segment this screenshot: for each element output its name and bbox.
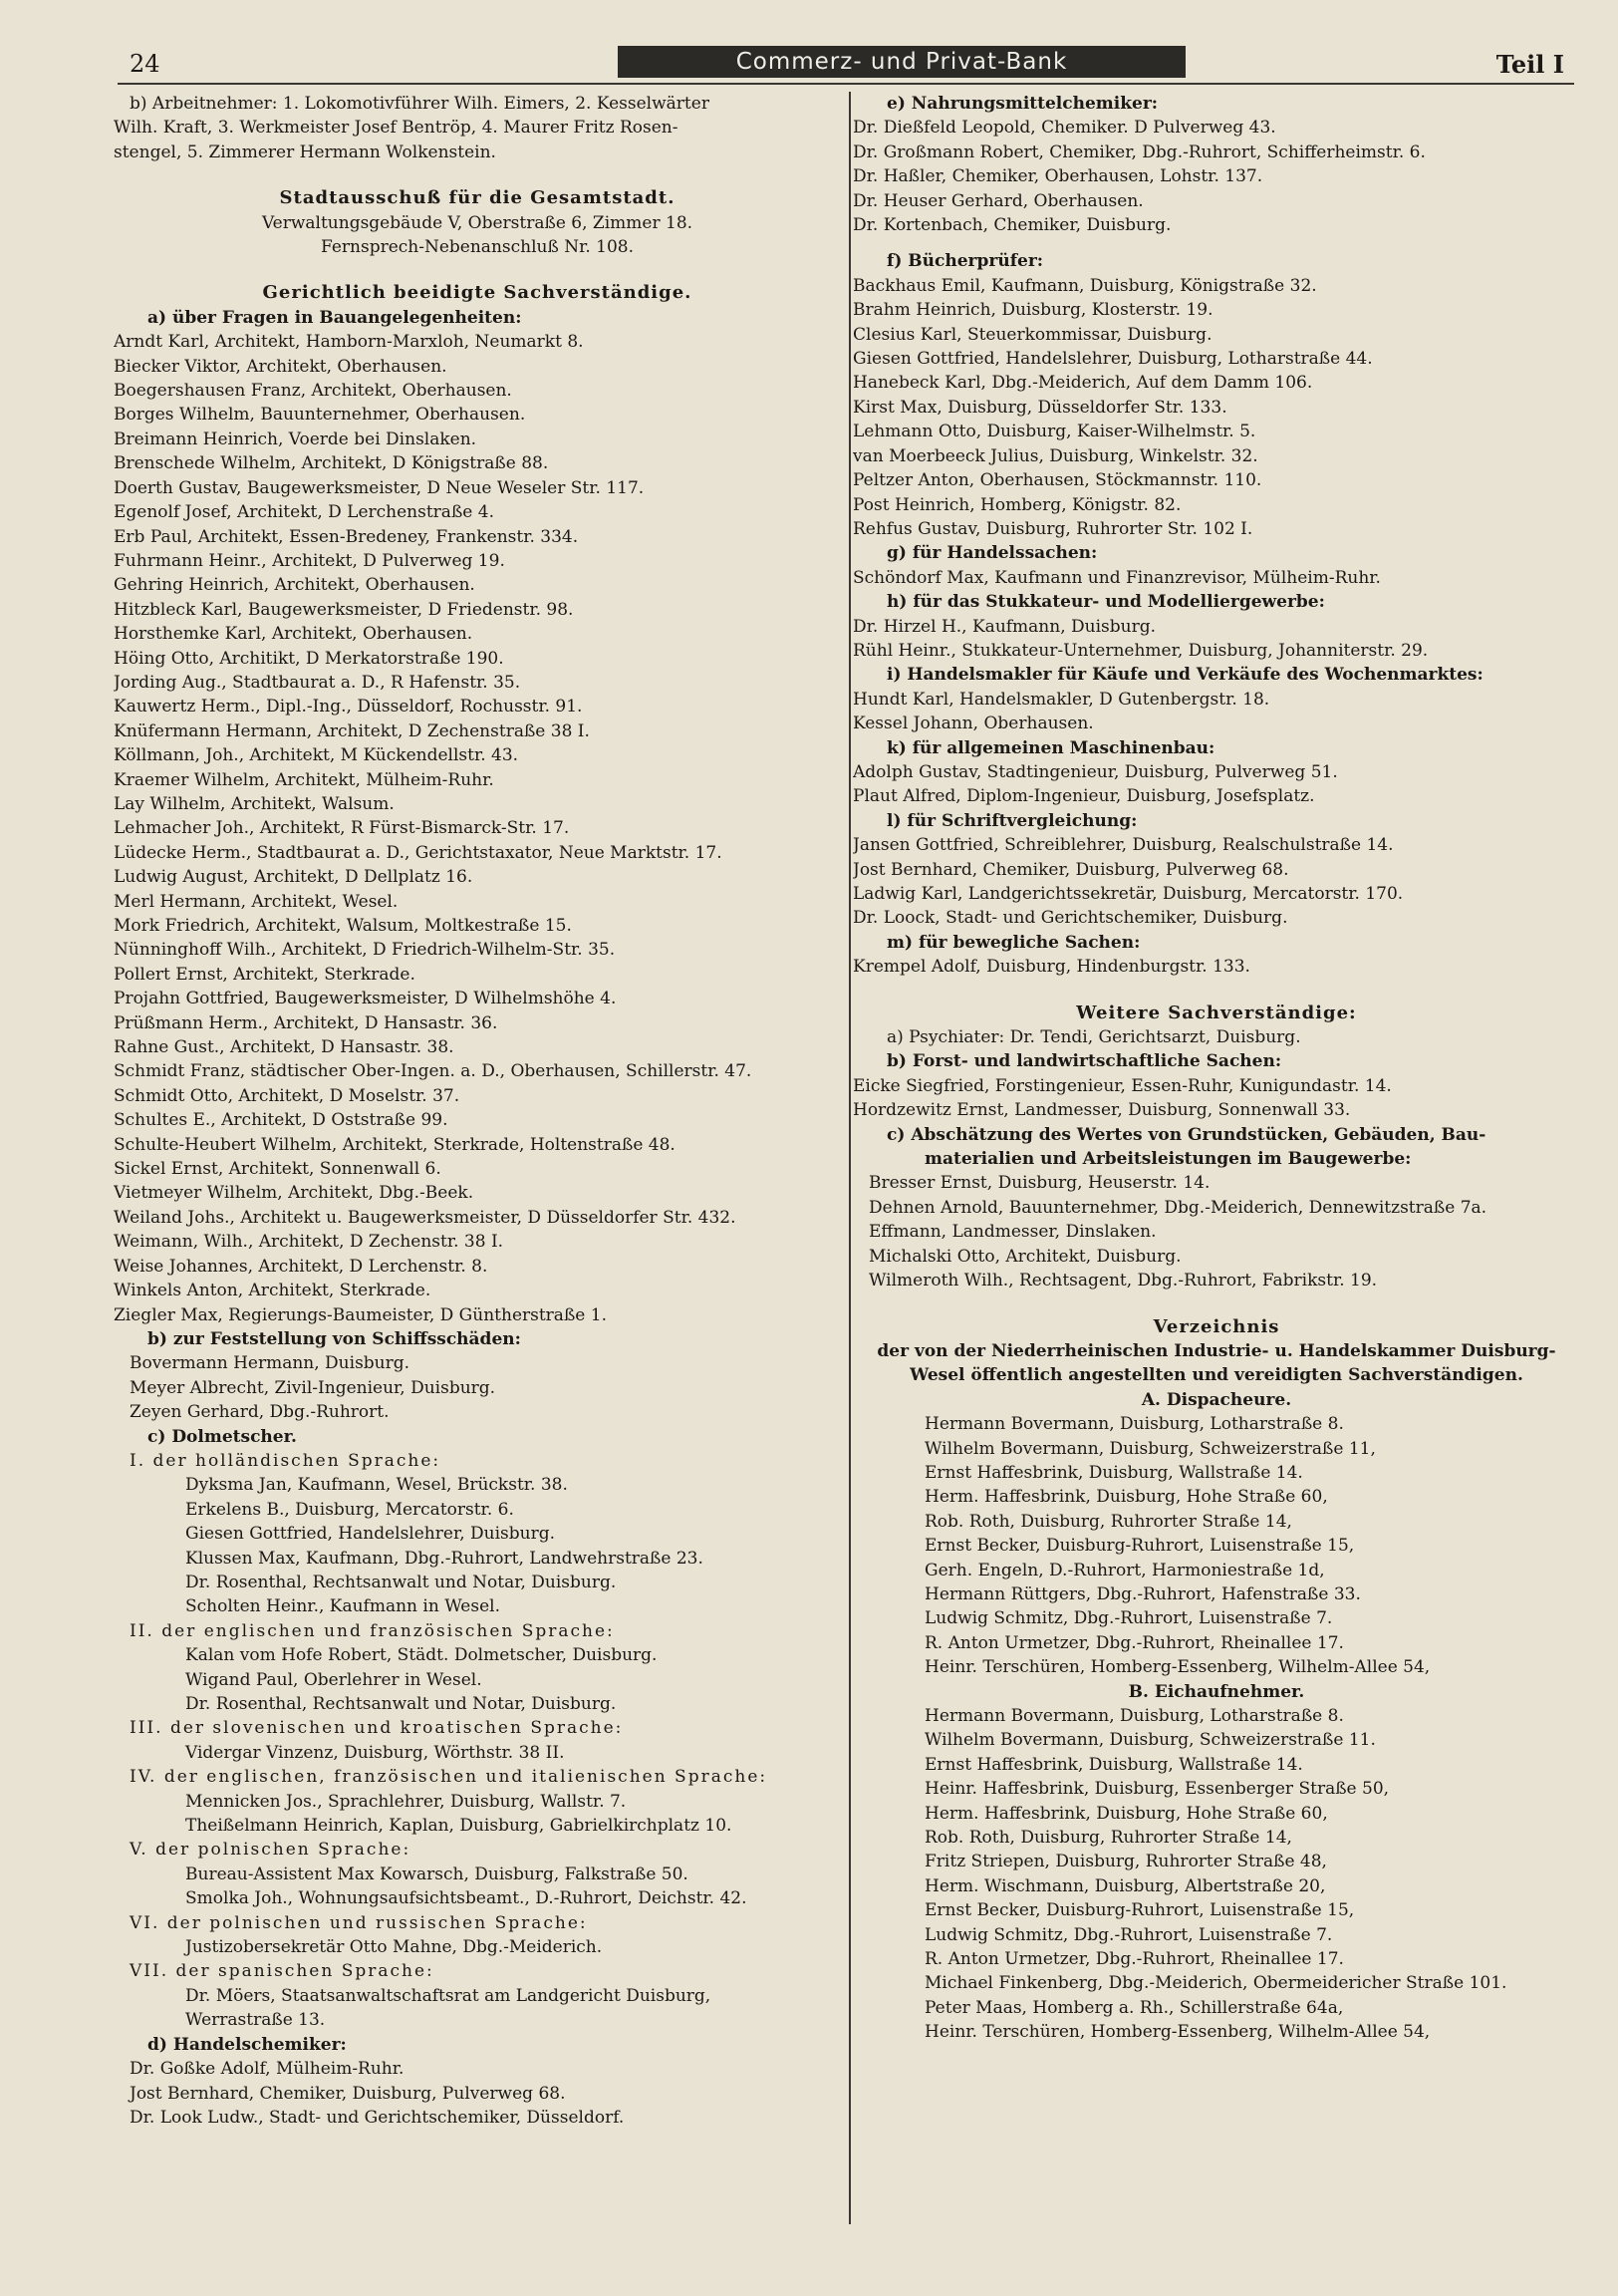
text-line: l) für Schriftvergleichung: <box>887 810 1138 831</box>
text-line: Adolph Gustav, Stadtingenieur, Duisburg, Pulverweg 51. <box>853 761 1338 782</box>
text-line: a) Psychiater: Dr. Tendi, Gerichtsarzt, Duisburg. <box>887 1027 1301 1048</box>
text-line: Wilh. Kraft, 3. Werkmeister Josef Bentröp, 4. Maurer Fritz Rosen- <box>114 118 678 139</box>
spacer <box>114 164 841 186</box>
text-line: Heinr. Terschüren, Homberg-Essenberg, Wilhelm-Allee 54, <box>925 1657 1431 1678</box>
text-line: materialien und Arbeitsleistungen im Baugewerbe: <box>925 1149 1412 1170</box>
right-column <box>853 92 1580 2224</box>
text-line: d) Handelschemiker: <box>147 2034 347 2055</box>
text-line: Weimann, Wilh., Architekt, D Zechenstr. 38 I. <box>114 1232 504 1253</box>
text-line: Brahm Heinrich, Duisburg, Klosterstr. 19. <box>853 300 1214 321</box>
text-line: Fritz Striepen, Duisburg, Ruhrorter Straße 48, <box>925 1852 1327 1872</box>
text-line: B. Eichaufnehmer. <box>1128 1681 1305 1702</box>
text-line: Hitzbleck Karl, Baugewerksmeister, D Friedenstr. 98. <box>114 599 574 620</box>
text-line: Dr. Rosenthal, Rechtsanwalt und Notar, Duisburg. <box>185 1572 617 1592</box>
text-line: Dr. Loock, Stadt- und Gerichtschemiker, Duisburg. <box>853 908 1288 929</box>
text-line: c) Abschätzung des Wertes von Grundstücken, Gebäuden, Bau- <box>887 1124 1486 1145</box>
text-line: R. Anton Urmetzer, Dbg.-Ruhrort, Rheinallee 17. <box>925 1949 1344 1970</box>
text-line: VI. der polnischen und russischen Sprache: <box>130 1912 588 1933</box>
text-line: Schmidt Franz, städtischer Ober-Ingen. a. D., Oberhausen, Schillerstr. 47. <box>114 1061 752 1082</box>
text-line: Wilhelm Bovermann, Duisburg, Schweizerstraße 11, <box>925 1438 1376 1459</box>
text-line: Plaut Alfred, Diplom-Ingenieur, Duisburg, Josefsplatz. <box>853 786 1315 807</box>
text-line: der von der Niederrheinischen Industrie- u. Handelskammer Duisburg- <box>877 1340 1556 1361</box>
text-line: b) zur Feststellung von Schiffsschäden: <box>147 1328 521 1349</box>
spacer <box>853 980 1580 1002</box>
text-line: Boegershausen Franz, Architekt, Oberhausen. <box>114 381 512 402</box>
text-line: Backhaus Emil, Kaufmann, Duisburg, Königstraße 32. <box>853 275 1317 296</box>
text-line: Sickel Ernst, Architekt, Sonnenwall 6. <box>114 1159 441 1180</box>
text-line: Dr. Hirzel H., Kaufmann, Duisburg. <box>853 616 1156 637</box>
text-line: Herm. Haffesbrink, Duisburg, Hohe Straße 60, <box>925 1803 1328 1824</box>
text-line: Michael Finkenberg, Dbg.-Meiderich, Obermeidericher Straße 101. <box>925 1973 1507 1994</box>
text-line: Clesius Karl, Steuerkommissar, Duisburg. <box>853 324 1213 345</box>
text-line: Lüdecke Herm., Stadtbaurat a. D., Gerichtstaxator, Neue Marktstr. 17. <box>114 842 722 863</box>
text-line: Mennicken Jos., Sprachlehrer, Duisburg, Wallstr. 7. <box>185 1791 627 1812</box>
text-line: e) Nahrungsmittelchemiker: <box>887 94 1159 114</box>
text-line: Lehmacher Joh., Architekt, R Fürst-Bismarck-Str. 17. <box>114 818 570 839</box>
text-line: g) für Handelssachen: <box>887 543 1098 564</box>
text-line: Projahn Gottfried, Baugewerksmeister, D Wilhelmshöhe 4. <box>114 989 617 1009</box>
text-line: c) Dolmetscher. <box>147 1426 297 1447</box>
text-line: Hanebeck Karl, Dbg.-Meiderich, Auf dem Damm 106. <box>853 373 1313 394</box>
text-line: Stadtausschuß für die Gesamtstadt. <box>279 187 675 209</box>
text-line: Peter Maas, Homberg a. Rh., Schillerstraße 64a, <box>925 1997 1344 2018</box>
text-line: f) Bücherprüfer: <box>887 251 1044 272</box>
text-line: Zeyen Gerhard, Dbg.-Ruhrort. <box>130 1402 390 1423</box>
text-line: Fuhrmann Heinr., Architekt, D Pulverweg 19. <box>114 550 505 571</box>
page-number: 24 <box>130 50 160 78</box>
text-line: Effmann, Landmesser, Dinslaken. <box>869 1222 1157 1243</box>
text-line: Vidergar Vinzenz, Duisburg, Wörthstr. 38 II. <box>185 1742 565 1763</box>
text-line: Herm. Wischmann, Duisburg, Albertstraße 20, <box>925 1875 1326 1896</box>
text-line: Dr. Dießfeld Leopold, Chemiker. D Pulverweg 43. <box>853 118 1276 139</box>
text-line: b) Forst- und landwirtschaftliche Sachen: <box>887 1051 1282 1072</box>
text-line: Hermann Bovermann, Duisburg, Lotharstraße 8. <box>925 1706 1344 1726</box>
text-line: Breimann Heinrich, Voerde bei Dinslaken. <box>114 429 477 449</box>
text-line: Egenolf Josef, Architekt, D Lerchenstraße 4. <box>114 502 494 523</box>
text-line: Krempel Adolf, Duisburg, Hindenburgstr. 133. <box>853 957 1250 978</box>
text-line: Kraemer Wilhelm, Architekt, Mülheim-Ruhr. <box>114 769 494 790</box>
text-line: Prüßmann Herm., Architekt, D Hansastr. 36. <box>114 1012 498 1033</box>
text-line: Dr. Großmann Robert, Chemiker, Dbg.-Ruhrort, Schifferheimstr. 6. <box>853 142 1426 162</box>
text-line: h) für das Stukkateur- und Modelliergewerbe: <box>887 592 1325 613</box>
text-line: Werrastraße 13. <box>185 2010 326 2031</box>
text-line: Gerichtlich beeidigte Sachverständige. <box>262 282 692 304</box>
text-line: Post Heinrich, Homberg, Königstr. 82. <box>853 494 1182 515</box>
text-line: Ludwig Schmitz, Dbg.-Ruhrort, Luisenstraße 7. <box>925 1608 1333 1629</box>
text-line: Wilmeroth Wilh., Rechtsagent, Dbg.-Ruhrort, Fabrikstr. 19. <box>869 1271 1378 1292</box>
text-line: Eicke Siegfried, Forstingenieur, Essen-Ruhr, Kunigundastr. 14. <box>853 1075 1392 1096</box>
text-line: Schultes E., Architekt, D Oststraße 99. <box>114 1110 448 1131</box>
text-line: Smolka Joh., Wohnungsaufsichtsbeamt., D.-Ruhrort, Deichstr. 42. <box>185 1888 747 1909</box>
text-line: Schöndorf Max, Kaufmann und Finanzrevisor, Mülheim-Ruhr. <box>853 567 1381 588</box>
spacer <box>114 259 841 281</box>
text-line: Lay Wilhelm, Architekt, Walsum. <box>114 793 395 814</box>
text-line: I. der holländischen Sprache: <box>130 1450 441 1471</box>
text-line: Wilhelm Bovermann, Duisburg, Schweizerstraße 11. <box>925 1730 1376 1751</box>
spacer <box>853 1293 1580 1315</box>
text-line: Schulte-Heubert Wilhelm, Architekt, Sterkrade, Holtenstraße 48. <box>114 1134 675 1155</box>
column-divider <box>849 92 851 2224</box>
text-line: Lehmann Otto, Duisburg, Kaiser-Wilhelmstr. 5. <box>853 422 1256 442</box>
text-line: Rob. Roth, Duisburg, Ruhrorter Straße 14, <box>925 1511 1292 1532</box>
text-line: Jording Aug., Stadtbaurat a. D., R Hafenstr. 35. <box>114 672 521 693</box>
text-line: Herm. Haffesbrink, Duisburg, Hohe Straße 60, <box>925 1487 1328 1508</box>
text-line: stengel, 5. Zimmerer Hermann Wolkenstein. <box>114 142 496 162</box>
text-line: Horsthemke Karl, Architekt, Oberhausen. <box>114 624 473 645</box>
text-line: Wigand Paul, Oberlehrer in Wesel. <box>185 1669 482 1690</box>
text-line: Mork Friedrich, Architekt, Walsum, Moltkestraße 15. <box>114 916 572 936</box>
text-line: Dr. Goßke Adolf, Mülheim-Ruhr. <box>130 2059 404 2080</box>
text-line: Ziegler Max, Regierungs-Baumeister, D Güntherstraße 1. <box>114 1304 607 1325</box>
text-line: Biecker Viktor, Architekt, Oberhausen. <box>114 356 447 377</box>
text-line: VII. der spanischen Sprache: <box>130 1961 434 1982</box>
text-line: Doerth Gustav, Baugewerksmeister, D Neue Weseler Str. 117. <box>114 477 645 498</box>
text-line: Rob. Roth, Duisburg, Ruhrorter Straße 14, <box>925 1828 1292 1849</box>
text-line: Dr. Rosenthal, Rechtsanwalt und Notar, Duisburg. <box>185 1694 617 1714</box>
text-line: Kirst Max, Duisburg, Düsseldorfer Str. 133. <box>853 397 1227 418</box>
text-line: Jost Bernhard, Chemiker, Duisburg, Pulverweg 68. <box>130 2083 566 2104</box>
text-line: m) für bewegliche Sachen: <box>887 932 1141 953</box>
text-line: Giesen Gottfried, Handelslehrer, Duisburg, Lotharstraße 44. <box>853 349 1373 370</box>
text-line: a) über Fragen in Bauangelegenheiten: <box>147 307 522 328</box>
text-line: Verwaltungsgebäude V, Oberstraße 6, Zimmer 18. <box>261 212 693 233</box>
text-line: Verzeichnis <box>1153 1315 1280 1337</box>
text-line: Kessel Johann, Oberhausen. <box>853 714 1094 734</box>
page-header <box>130 44 1564 80</box>
spacer <box>853 237 1580 249</box>
text-line: Rehfus Gustav, Duisburg, Ruhrorter Str. 102 I. <box>853 518 1253 539</box>
text-line: Erb Paul, Architekt, Essen-Bredeney, Frankenstr. 334. <box>114 526 579 547</box>
text-line: V. der polnischen Sprache: <box>130 1840 411 1861</box>
text-line: Justizobersekretär Otto Mahne, Dbg.-Meiderich. <box>185 1937 603 1958</box>
text-line: Jansen Gottfried, Schreiblehrer, Duisburg, Realschulstraße 14. <box>853 835 1394 856</box>
text-line: Schmidt Otto, Architekt, D Moselstr. 37. <box>114 1085 460 1106</box>
text-line: Dr. Möers, Staatsanwaltschaftsrat am Landgericht Duisburg, <box>185 1985 711 2006</box>
text-line: Nünninghoff Wilh., Architekt, D Friedrich-Wilhelm-Str. 35. <box>114 940 616 961</box>
text-line: Dr. Heuser Gerhard, Oberhausen. <box>853 190 1144 211</box>
text-line: Dehnen Arnold, Bauunternehmer, Dbg.-Meiderich, Dennewitzstraße 7a. <box>869 1197 1487 1218</box>
text-line: Rühl Heinr., Stukkateur-Unternehmer, Duisburg, Johanniterstr. 29. <box>853 640 1429 661</box>
text-line: Dr. Look Ludw., Stadt- und Gerichtschemiker, Düsseldorf. <box>130 2107 625 2128</box>
running-header-banner: Commerz- und Privat-Bank <box>618 46 1186 78</box>
text-line: Ladwig Karl, Landgerichtssekretär, Duisburg, Mercatorstr. 170. <box>853 884 1404 904</box>
text-line: Borges Wilhelm, Bauunternehmer, Oberhausen. <box>114 405 526 426</box>
text-line: Wesel öffentlich angestellten und vereidigten Sachverständigen. <box>910 1365 1523 1386</box>
header-rule <box>118 83 1574 85</box>
text-line: Giesen Gottfried, Handelslehrer, Duisburg. <box>185 1524 555 1545</box>
text-line: Bresser Ernst, Duisburg, Heuserstr. 14. <box>869 1173 1211 1194</box>
text-line: Jost Bernhard, Chemiker, Duisburg, Pulverweg 68. <box>853 859 1289 880</box>
text-line: i) Handelsmakler für Käufe und Verkäufe des Wochenmarktes: <box>887 665 1483 686</box>
text-line: Knüfermann Hermann, Architekt, D Zechenstraße 38 I. <box>114 720 590 741</box>
section-label: Teil I <box>1495 50 1564 79</box>
text-line: Brenschede Wilhelm, Architekt, D Königstraße 88. <box>114 453 549 474</box>
text-line: III. der slovenischen und kroatischen Sprache: <box>130 1718 624 1739</box>
text-line: Kalan vom Hofe Robert, Städt. Dolmetscher, Duisburg. <box>185 1645 658 1666</box>
text-line: Ernst Haffesbrink, Duisburg, Wallstraße 14. <box>925 1462 1303 1483</box>
text-line: Rahne Gust., Architekt, D Hansastr. 38. <box>114 1037 454 1058</box>
text-line: b) Arbeitnehmer: 1. Lokomotivführer Wilh. Eimers, 2. Kesselwärter <box>130 94 709 114</box>
text-line: Bureau-Assistent Max Kowarsch, Duisburg, Falkstraße 50. <box>185 1864 688 1884</box>
text-line: II. der englischen und französischen Sprache: <box>130 1620 615 1641</box>
text-line: Heinr. Terschüren, Homberg-Essenberg, Wilhelm-Allee 54, <box>925 2022 1431 2043</box>
text-line: Hermann Rüttgers, Dbg.-Ruhrort, Hafenstraße 33. <box>925 1583 1361 1604</box>
text-line: Fernsprech-Nebenanschluß Nr. 108. <box>320 237 635 258</box>
text-line: Kauwertz Herm., Dipl.-Ing., Düsseldorf, Rochusstr. 91. <box>114 697 583 718</box>
text-line: R. Anton Urmetzer, Dbg.-Ruhrort, Rheinallee 17. <box>925 1632 1344 1653</box>
text-line: Arndt Karl, Architekt, Hamborn-Marxloh, Neumarkt 8. <box>114 332 584 353</box>
text-line: Michalski Otto, Architekt, Duisburg. <box>869 1246 1182 1267</box>
text-line: Peltzer Anton, Oberhausen, Stöckmannstr. 110. <box>853 470 1262 491</box>
left-column <box>114 92 841 2224</box>
text-line: Ludwig August, Architekt, D Dellplatz 16. <box>114 867 473 888</box>
text-line: Klussen Max, Kaufmann, Dbg.-Ruhrort, Landwehrstraße 23. <box>185 1548 703 1569</box>
text-line: Hordzewitz Ernst, Landmesser, Duisburg, Sonnenwall 33. <box>853 1100 1351 1121</box>
text-line: k) für allgemeinen Maschinenbau: <box>887 737 1215 758</box>
text-line: Erkelens B., Duisburg, Mercatorstr. 6. <box>185 1499 514 1520</box>
text-line: Dyksma Jan, Kaufmann, Wesel, Brückstr. 38. <box>185 1475 568 1496</box>
text-line: Dr. Haßler, Chemiker, Oberhausen, Lohstr. 137. <box>853 166 1263 187</box>
text-line: A. Dispacheure. <box>1141 1389 1292 1410</box>
text-line: Gerh. Engeln, D.-Ruhrort, Harmoniestraße 1d, <box>925 1560 1325 1580</box>
text-line: Heinr. Haffesbrink, Duisburg, Essenberger Straße 50, <box>925 1779 1390 1800</box>
text-line: Pollert Ernst, Architekt, Sterkrade. <box>114 964 415 985</box>
text-line: Köllmann, Joh., Architekt, M Kückendellstr. 43. <box>114 745 519 766</box>
text-line: Meyer Albrecht, Zivil-Ingenieur, Duisburg. <box>130 1377 496 1398</box>
text-line: Höing Otto, Architikt, D Merkatorstraße 190. <box>114 648 504 669</box>
text-line: Scholten Heinr., Kaufmann in Wesel. <box>185 1596 500 1617</box>
text-line: Ernst Becker, Duisburg-Ruhrort, Luisenstraße 15, <box>925 1900 1355 1921</box>
text-line: Vietmeyer Wilhelm, Architekt, Dbg.-Beek. <box>114 1183 474 1204</box>
text-line: Dr. Kortenbach, Chemiker, Duisburg. <box>853 215 1172 236</box>
text-line: Hermann Bovermann, Duisburg, Lotharstraße 8. <box>925 1414 1344 1435</box>
text-line: Weise Johannes, Architekt, D Lerchenstr. 8. <box>114 1256 488 1277</box>
text-line: Winkels Anton, Architekt, Sterkrade. <box>114 1281 431 1301</box>
text-line: Bovermann Hermann, Duisburg. <box>130 1353 410 1374</box>
text-line: Gehring Heinrich, Architekt, Oberhausen. <box>114 575 475 596</box>
text-line: Theißelmann Heinrich, Kaplan, Duisburg, Gabrielkirchplatz 10. <box>185 1816 732 1837</box>
text-line: Weiland Johs., Architekt u. Baugewerksmeister, D Düsseldorfer Str. 432. <box>114 1207 736 1228</box>
text-line: Ernst Haffesbrink, Duisburg, Wallstraße 14. <box>925 1754 1303 1775</box>
text-line: van Moerbeeck Julius, Duisburg, Winkelstr. 32. <box>853 445 1258 466</box>
text-line: Ludwig Schmitz, Dbg.-Ruhrort, Luisenstraße 7. <box>925 1924 1333 1945</box>
text-line: Weitere Sachverständige: <box>1076 1002 1357 1023</box>
text-line: IV. der englischen, französischen und italienischen Sprache: <box>130 1767 768 1788</box>
text-line: Ernst Becker, Duisburg-Ruhrort, Luisenstraße 15, <box>925 1536 1355 1557</box>
text-line: Hundt Karl, Handelsmakler, D Gutenbergstr. 18. <box>853 689 1270 710</box>
text-line: Merl Hermann, Architekt, Wesel. <box>114 891 399 912</box>
